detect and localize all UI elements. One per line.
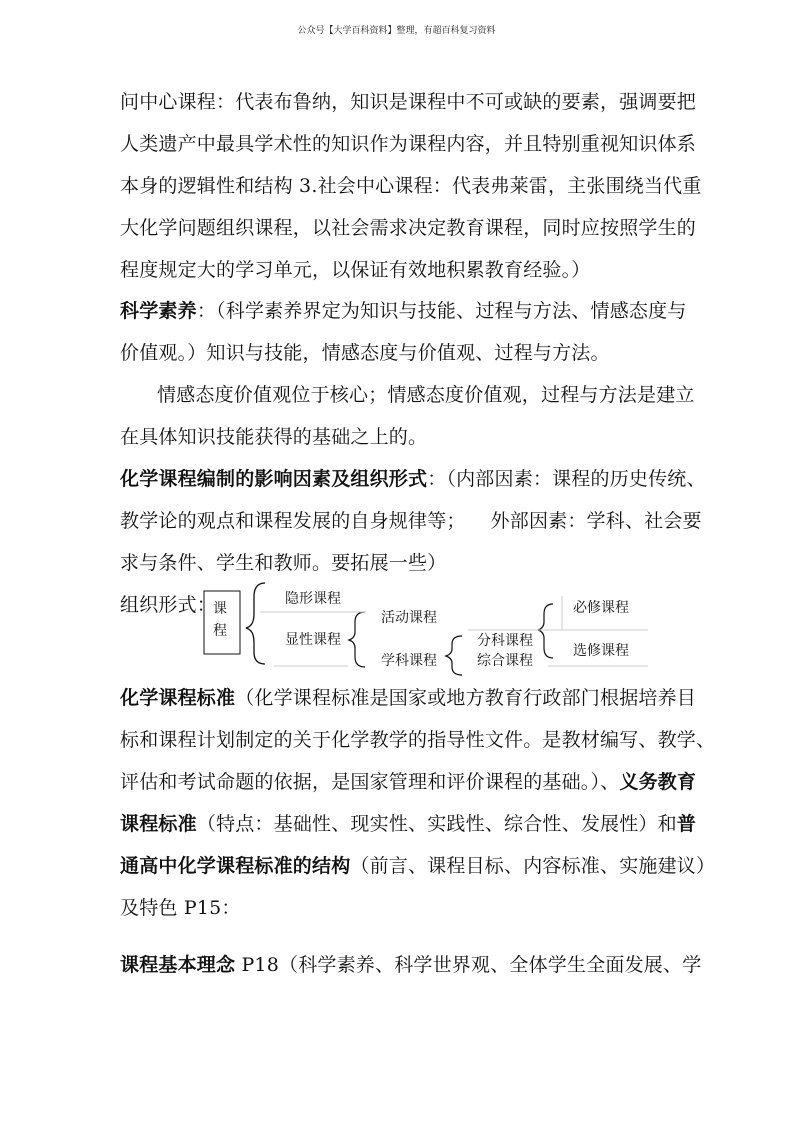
node-subject-curriculum: 学科课程 — [381, 653, 437, 669]
body-text-line: 教学论的观点和课程发展的自身规律等； 外部因素：学科、社会要 — [120, 510, 702, 532]
bold-term: 课程标准 — [120, 813, 197, 835]
body-text-line — [120, 770, 696, 794]
bold-term: 通高中化学课程标准的结构 — [120, 855, 351, 877]
node-explicit-curriculum: 显性课程 — [285, 632, 341, 648]
root-char-top: 课 — [213, 601, 227, 617]
brace-subject — [446, 636, 462, 675]
body-text: （前言、课程目标、内容标准、实施建议） — [350, 855, 716, 877]
body-text-line: 求与条件、学生和教师。要拓展一些） — [120, 552, 447, 574]
body-text: P18（科学素养、科学世界观、全体学生全面发展、学 — [235, 954, 702, 976]
diagram-label: 组织形式： — [120, 594, 217, 616]
body-text: ：（科学素养界定为知识与技能、过程与方法、情感态度与 — [196, 300, 687, 322]
body-text-line: 在具体知识技能获得的基础之上的。 — [120, 426, 428, 448]
brace-explicit — [349, 612, 365, 667]
standards-line — [120, 686, 696, 710]
basic-philosophy-line — [120, 953, 701, 977]
bold-term: 义务教育 — [619, 771, 697, 793]
body-text-line: 问中心课程：代表布鲁纳，知识是课程中不可或缺的要素，强调要把 — [120, 91, 697, 113]
body-text-line — [120, 812, 696, 836]
page-header: 公众号【大学百科资料】整理，有超百科复习资料 — [297, 26, 496, 36]
node-hidden-curriculum: 隐形课程 — [285, 591, 341, 607]
body-text-line — [120, 854, 715, 878]
bold-term: 普 — [676, 813, 697, 835]
node-integrated: 综合课程 — [477, 653, 533, 669]
body-text: （化学课程标准是国家或地方教育行政部门根据培养目 — [235, 687, 697, 709]
body-text-line: 人类遗产中最具学术性的知识作为课程内容，并且特别重视知识体系 — [120, 133, 697, 155]
body-text: ：（内部因素：课程的历史传统、 — [427, 468, 706, 490]
node-separate-subject: 分科课程 — [477, 633, 533, 649]
body-text-line: 标和课程计划制定的关于化学教学的指导性文件。是教材编写、教学、 — [120, 729, 716, 751]
section-heading: 课程基本理念 — [120, 954, 236, 976]
node-activity-curriculum: 活动课程 — [381, 610, 437, 626]
root-char-bottom: 程 — [213, 623, 227, 639]
body-text: 评估和考试命题的依据，是国家管理和评价课程的基础。）、 — [120, 771, 620, 793]
body-text-line: 大化学问题组织课程，以社会需求决定教育课程，同时应按照学生的 — [120, 217, 697, 239]
section-heading: 化学课程标准 — [120, 687, 236, 709]
body-text-line: 价值观。）知识与技能，情感态度与价值观、过程与方法。 — [120, 342, 610, 364]
body-text-line: 本身的逻辑性和结构 3.社会中心课程：代表弗莱雷，主张围绕当代重 — [120, 175, 702, 197]
brace-right — [538, 604, 553, 658]
body-text-line: 情感态度价值观位于核心；情感态度价值观，过程与方法是建立 — [157, 384, 695, 406]
body-text: （特点：基础性、现实性、实践性、综合性、发展性）和 — [196, 813, 677, 835]
section-heading: 化学课程编制的影响因素及组织形式 — [120, 468, 428, 490]
body-text-line: 及特色 P15： — [120, 897, 241, 919]
body-text-line: 程度规定大的学习单元，以保证有效地积累教育经验。） — [120, 259, 591, 281]
brace-main — [246, 583, 265, 664]
node-required: 必修课程 — [573, 600, 629, 616]
section-heading: 科学素养 — [120, 300, 197, 322]
node-elective: 选修课程 — [573, 643, 629, 659]
